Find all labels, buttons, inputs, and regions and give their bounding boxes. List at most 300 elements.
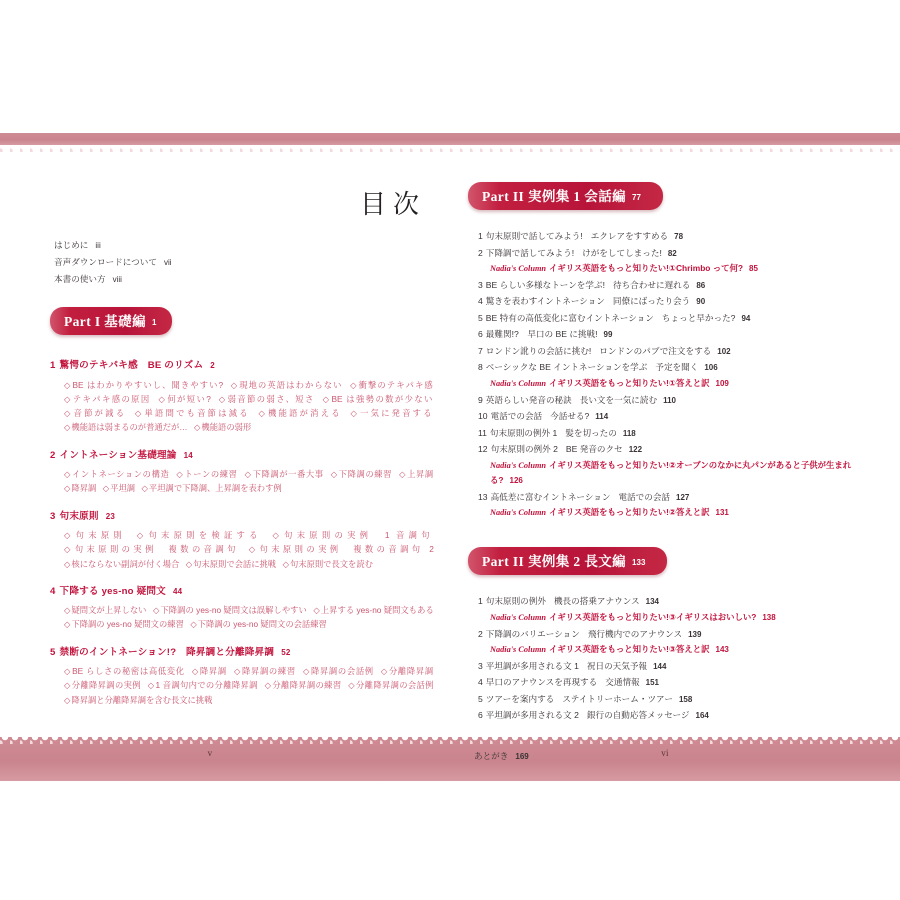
chapter-subitem-label: 句末原則の実例 1 音調句 bbox=[284, 530, 434, 541]
chapter-heading bbox=[50, 510, 438, 524]
chapter-subitem bbox=[258, 408, 341, 418]
chapter-subitem bbox=[64, 483, 96, 493]
column-name: Nadia's Column bbox=[490, 460, 547, 470]
entry-subtitle: 同僚にばったり会う bbox=[612, 296, 691, 307]
diamond-bullet-icon: ◇ bbox=[322, 393, 331, 404]
chapter-subitem-label: 句末原則で長文を読む bbox=[289, 558, 373, 569]
entry-number: 4 bbox=[478, 296, 483, 307]
entry-subtitle: 今話せる? bbox=[550, 411, 590, 422]
chapter-title: イントネーション基礎理論 bbox=[59, 449, 177, 461]
diamond-bullet-icon: ◇ bbox=[244, 469, 252, 480]
chapter-subitem-list bbox=[64, 467, 438, 496]
diamond-bullet-icon: ◇ bbox=[230, 379, 239, 390]
chapter-entry[interactable] bbox=[50, 510, 438, 571]
chapter-subitem bbox=[64, 408, 126, 418]
chapter-subitem bbox=[186, 559, 276, 569]
entry-number: 1 bbox=[478, 231, 483, 241]
entry-page: 134 bbox=[645, 597, 659, 607]
entry-number: 6 bbox=[478, 329, 483, 340]
chapter-subitem-label: 降昇調の練習 bbox=[242, 666, 296, 677]
chapter-subitem bbox=[219, 394, 315, 404]
nadias-column-note[interactable] bbox=[490, 458, 858, 489]
column-page: 138 bbox=[762, 612, 776, 622]
toc-entry[interactable] bbox=[478, 277, 858, 294]
diamond-bullet-icon: ◇ bbox=[380, 666, 388, 677]
chapter-subitem bbox=[399, 469, 434, 479]
entry-title: 下降調のバリエーション bbox=[485, 628, 580, 639]
chapter-subitem bbox=[249, 544, 434, 554]
entry-number: 5 bbox=[478, 312, 483, 323]
column-page: 85 bbox=[749, 264, 758, 273]
chapter-subitem-label: 上昇調 bbox=[407, 469, 434, 480]
front-matter-item[interactable] bbox=[54, 237, 438, 254]
chapter-subitem bbox=[64, 422, 188, 432]
chapter-subitem-label: トーンの練習 bbox=[184, 469, 238, 480]
chapter-page: 23 bbox=[105, 511, 116, 521]
entry-page: 118 bbox=[622, 428, 636, 438]
diamond-bullet-icon: ◇ bbox=[64, 379, 72, 390]
chapter-subitem-label: 降昇調と分離降昇調を含む長文に挑戦 bbox=[71, 694, 213, 705]
entry-title: 英語らしい発音の秘訣 bbox=[485, 394, 572, 405]
front-matter-list bbox=[54, 237, 438, 287]
chapter-subitem bbox=[350, 408, 433, 418]
chapter-subitem-label: 機能語は弱まるのが普通だが… bbox=[71, 422, 188, 433]
nadias-column-note[interactable] bbox=[490, 376, 858, 392]
diamond-bullet-icon: ◇ bbox=[348, 680, 356, 691]
nadias-column-note[interactable] bbox=[490, 261, 858, 277]
entry-title: 句末原則の例外 1 bbox=[489, 427, 558, 438]
entry-subtitle: 長い文を一気に読む bbox=[579, 394, 658, 405]
chapter-entry[interactable] bbox=[50, 585, 438, 632]
chapter-subitem-label: 上昇する yes-no 疑問文もある bbox=[320, 605, 434, 616]
chapter-subitem bbox=[103, 483, 135, 493]
diamond-bullet-icon: ◇ bbox=[134, 408, 144, 419]
diamond-bullet-icon: ◇ bbox=[158, 393, 167, 404]
entry-title: BE らしい多様なトーンを学ぶ! bbox=[485, 279, 605, 290]
chapter-subitem bbox=[323, 394, 434, 404]
chapter-subitem bbox=[135, 408, 250, 418]
entry-title: 平坦調が多用される文 2 bbox=[485, 710, 579, 721]
chapter-subitem-label: 疑問文が上昇しない bbox=[71, 605, 147, 616]
entry-title: ロンドン訛りの会話に挑む! bbox=[485, 345, 592, 356]
chapter-page: 14 bbox=[183, 450, 193, 460]
chapter-subitem bbox=[64, 695, 212, 705]
entry-subtitle: 交通情報 bbox=[605, 677, 640, 688]
chapter-heading bbox=[50, 359, 438, 373]
toc-entry[interactable] bbox=[478, 658, 858, 675]
diamond-bullet-icon: ◇ bbox=[282, 558, 289, 569]
entry-page: 122 bbox=[628, 445, 643, 455]
chapter-number: 4 bbox=[50, 585, 56, 597]
entry-subtitle: 機長の搭乗アナウンス bbox=[553, 596, 640, 607]
chapter-subitem bbox=[272, 530, 433, 540]
entry-page: 164 bbox=[695, 711, 709, 721]
chapter-subitem-list bbox=[64, 528, 438, 571]
diamond-bullet-icon: ◇ bbox=[399, 469, 407, 480]
chapter-subitem bbox=[381, 666, 434, 676]
diamond-bullet-icon: ◇ bbox=[233, 666, 242, 677]
part-banner-label: Part II 実例集 2 長文編 bbox=[482, 554, 627, 570]
front-matter-label: 本書の使い方 bbox=[54, 273, 106, 284]
chapter-subitem bbox=[64, 619, 184, 629]
diamond-bullet-icon: ◇ bbox=[258, 408, 268, 419]
column-name: Nadia's Column bbox=[490, 645, 547, 655]
chapter-title: 禁断のイントネーション!? 降昇調と分離降昇調 bbox=[59, 646, 275, 658]
top-decorative-band bbox=[0, 133, 900, 145]
column-title: イギリス英語をもっと知りたい!①答えと訳 bbox=[549, 377, 710, 388]
chapter-number: 2 bbox=[50, 449, 56, 461]
chapter-subitem-label: 下降調の yes-no 疑問文の練習 bbox=[71, 619, 184, 630]
chapter-subitem bbox=[313, 605, 433, 615]
entry-subtitle: エクレアをすすめる bbox=[590, 231, 669, 241]
chapter-subitem-label: 分離降昇調の練習 bbox=[272, 680, 342, 691]
chapter-subitem-label: 降昇調 bbox=[199, 666, 227, 677]
diamond-bullet-icon: ◇ bbox=[302, 666, 310, 677]
toc-entry[interactable] bbox=[478, 310, 858, 327]
diamond-bullet-icon: ◇ bbox=[194, 422, 201, 433]
chapter-subitem-label: 下降調の yes-no 疑問文の会話練習 bbox=[197, 619, 327, 630]
toc-entry[interactable] bbox=[478, 359, 858, 376]
chapter-title: 驚愕のテキパキ感 BE のリズム bbox=[59, 360, 204, 372]
chapter-heading bbox=[50, 646, 438, 660]
chapter-number: 3 bbox=[50, 510, 56, 522]
entry-number: 3 bbox=[478, 660, 483, 671]
left-column bbox=[48, 162, 438, 707]
diamond-bullet-icon: ◇ bbox=[330, 469, 338, 480]
diamond-bullet-icon: ◇ bbox=[64, 694, 71, 705]
entry-subtitle: 銀行の自動応答メッセージ bbox=[586, 710, 690, 721]
toc-entry[interactable] bbox=[478, 489, 858, 506]
chapter-subitem bbox=[245, 469, 324, 479]
entry-subtitle: 電話での会話 bbox=[618, 491, 671, 502]
chapter-subitem bbox=[331, 469, 392, 479]
chapter-subitem bbox=[64, 666, 185, 676]
chapter-subitem-label: 降昇調の会話例 bbox=[311, 666, 374, 677]
entry-page: 151 bbox=[645, 678, 659, 688]
chapter-subitem bbox=[159, 394, 211, 404]
diamond-bullet-icon: ◇ bbox=[64, 393, 72, 404]
entry-number: 10 bbox=[478, 411, 488, 422]
chapter-number: 5 bbox=[50, 646, 56, 658]
afterword-label: あとがき bbox=[474, 750, 509, 761]
column-name: Nadia's Column bbox=[490, 612, 547, 622]
chapter-subitem bbox=[153, 605, 307, 615]
toc-entry[interactable] bbox=[478, 245, 858, 262]
chapter-subitem-label: 弱音節の弱さ、短さ bbox=[227, 393, 315, 404]
chapter-subitem-label: BE は強勢の数が少ない bbox=[331, 393, 434, 404]
part-banner-page: 133 bbox=[632, 558, 646, 568]
entry-number: 3 bbox=[478, 279, 483, 290]
entry-number: 5 bbox=[478, 693, 483, 704]
part-banner-page: 77 bbox=[632, 193, 641, 202]
chapter-subitem-label: 句末原則の実例 複数の音調句 2 bbox=[259, 544, 434, 555]
toc-entry[interactable] bbox=[478, 593, 858, 610]
entry-page: 94 bbox=[741, 313, 751, 323]
entry-page: 158 bbox=[678, 694, 693, 704]
column-title: イギリス英語をもっと知りたい!③イギリスはおいしい? bbox=[549, 611, 757, 622]
diamond-bullet-icon: ◇ bbox=[64, 483, 71, 494]
part-banner-page: 1 bbox=[152, 318, 157, 328]
entry-subtitle: 飛行機内でのアナウンス bbox=[587, 628, 683, 639]
entry-number: 11 bbox=[478, 427, 487, 438]
entry-subtitle: けがをしてしまった! bbox=[582, 247, 662, 258]
entry-number: 2 bbox=[478, 628, 483, 639]
part-banner-part1[interactable] bbox=[50, 307, 172, 335]
chapter-number: 1 bbox=[50, 360, 56, 372]
toc-entry[interactable] bbox=[478, 626, 858, 643]
chapter-subitem-label: 句末原則 bbox=[75, 530, 127, 541]
chapter-subitem-label: 核にならない副詞が付く場合 bbox=[71, 558, 180, 569]
toc-entry[interactable] bbox=[478, 425, 858, 442]
entry-page: 127 bbox=[676, 492, 690, 502]
column-page: 143 bbox=[715, 645, 729, 655]
entry-title: 下降調で話してみよう! bbox=[485, 247, 575, 258]
toc-entry[interactable] bbox=[478, 228, 858, 245]
diamond-bullet-icon: ◇ bbox=[102, 483, 110, 494]
toc-entry[interactable] bbox=[478, 441, 858, 458]
chapter-subitem bbox=[148, 680, 258, 690]
chapter-subitem-label: 機能語の弱形 bbox=[201, 422, 252, 433]
diamond-bullet-icon: ◇ bbox=[191, 666, 199, 677]
part-banner-part2a[interactable] bbox=[468, 182, 663, 210]
toc-entry[interactable] bbox=[478, 326, 858, 343]
page-number-left: v bbox=[207, 748, 213, 758]
front-matter-item[interactable] bbox=[54, 271, 438, 288]
entry-title: BE 特有の高低変化に富むイントネーション bbox=[485, 312, 654, 323]
chapter-subitem-label: 現地の英語はわからない bbox=[239, 379, 343, 390]
chapter-subitem bbox=[142, 483, 282, 493]
diamond-bullet-icon: ◇ bbox=[141, 483, 148, 494]
column-page: 126 bbox=[509, 476, 523, 486]
part2b-entry-list bbox=[472, 593, 858, 724]
chapter-subitem-label: 下降調の練習 bbox=[338, 469, 393, 480]
toc-entry[interactable] bbox=[478, 707, 858, 724]
chapter-page: 2 bbox=[210, 361, 215, 371]
entry-page: 114 bbox=[595, 412, 609, 422]
chapter-subitem-label: イントネーションの構造 bbox=[71, 469, 170, 480]
front-matter-label: はじめに bbox=[54, 240, 89, 250]
chapter-subitem-label: 分離降昇調の会話例 bbox=[356, 680, 434, 691]
entry-number: 12 bbox=[478, 444, 488, 455]
chapter-subitem bbox=[192, 666, 227, 676]
chapter-subitem bbox=[350, 380, 434, 390]
chapter-subitem-list bbox=[64, 664, 438, 707]
chapter-subitem bbox=[190, 619, 326, 629]
diamond-bullet-icon: ◇ bbox=[350, 408, 360, 419]
page-title: 目次 bbox=[359, 190, 426, 220]
chapter-subitem-label: 1 音調句内での分離降昇調 bbox=[155, 680, 258, 691]
entry-number: 2 bbox=[478, 247, 483, 258]
chapter-page: 44 bbox=[172, 586, 183, 596]
toc-entry[interactable] bbox=[478, 392, 858, 409]
entry-title: 高低差に富むイントネーション bbox=[490, 491, 611, 502]
entry-title: 電話での会話 bbox=[490, 411, 543, 422]
front-matter-page: vii bbox=[163, 257, 172, 267]
chapter-title: 下降する yes-no 疑問文 bbox=[59, 585, 166, 597]
diamond-bullet-icon: ◇ bbox=[64, 422, 71, 433]
diamond-bullet-icon: ◇ bbox=[313, 605, 320, 616]
entry-subtitle: 待ち合わせに遅れる bbox=[612, 279, 691, 290]
chapter-heading bbox=[50, 585, 438, 599]
chapter-subitem bbox=[64, 394, 151, 404]
chapter-subitem bbox=[64, 605, 147, 615]
entry-title: 最難関!? 早口の BE に挑戦! bbox=[485, 329, 598, 340]
top-lace-trim-icon bbox=[0, 145, 900, 152]
entry-page: 82 bbox=[667, 248, 677, 258]
chapter-subitem bbox=[283, 559, 373, 569]
entry-title: 句末原則の例外 2 bbox=[490, 444, 558, 455]
chapter-subitem bbox=[137, 530, 262, 540]
entry-title: 句末原則の例外 bbox=[485, 596, 546, 607]
entry-subtitle: ステイトリーホーム・ツアー bbox=[562, 693, 673, 704]
entry-subtitle: 祝日の天気予報 bbox=[586, 660, 648, 671]
entry-subtitle: ロンドンのパブで注文をする bbox=[599, 345, 712, 356]
chapter-subitem bbox=[194, 422, 251, 432]
nadias-column-note[interactable] bbox=[490, 642, 858, 658]
diamond-bullet-icon: ◇ bbox=[64, 558, 71, 569]
chapter-subitem-label: 分離降昇調の実例 bbox=[71, 680, 141, 691]
chapter-subitem-label: 分離降昇調 bbox=[388, 666, 434, 677]
chapter-subitem-list bbox=[64, 378, 438, 435]
chapter-entry[interactable] bbox=[50, 449, 438, 496]
chapter-page: 52 bbox=[281, 647, 291, 657]
column-title: イギリス英語をもっと知りたい!③答えと訳 bbox=[549, 644, 710, 655]
chapter-subitem-label: 平坦調 bbox=[110, 483, 136, 494]
diamond-bullet-icon: ◇ bbox=[218, 393, 227, 404]
chapter-subitem-label: 機能語が消える bbox=[268, 408, 342, 419]
chapter-subitem bbox=[348, 680, 434, 690]
chapter-subitem bbox=[64, 469, 169, 479]
entry-subtitle: BE 発音のクセ bbox=[565, 444, 623, 455]
chapter-subitem-label: 音節が減る bbox=[73, 408, 127, 419]
entry-subtitle: ちょっと早かった? bbox=[661, 312, 736, 323]
page-number-right: vi bbox=[661, 748, 669, 758]
diamond-bullet-icon: ◇ bbox=[248, 544, 259, 555]
diamond-bullet-icon: ◇ bbox=[64, 666, 72, 677]
entry-title: ツアーを案内する bbox=[485, 693, 555, 704]
part-banner-label: Part II 実例集 1 会話編 bbox=[482, 189, 627, 204]
entry-title: 平坦調が多用される文 1 bbox=[485, 660, 579, 671]
column-title: イギリス英語をもっと知りたい!①Chrimbo って何? bbox=[549, 263, 743, 273]
entry-title: 句末原則で話してみよう! bbox=[485, 231, 583, 241]
diamond-bullet-icon: ◇ bbox=[64, 680, 71, 691]
chapter-subitem-label: 単語間でも音節は減る bbox=[144, 408, 250, 419]
chapter-heading bbox=[50, 449, 438, 463]
column-page: 131 bbox=[715, 508, 729, 518]
chapter-subitem bbox=[265, 680, 342, 690]
column-name: Nadia's Column bbox=[490, 378, 547, 388]
diamond-bullet-icon: ◇ bbox=[147, 680, 155, 691]
toc-entry[interactable] bbox=[478, 293, 858, 310]
entry-title: 驚きを表わすイントネーション bbox=[485, 296, 605, 307]
diamond-bullet-icon: ◇ bbox=[64, 469, 71, 480]
chapter-subitem bbox=[64, 544, 239, 554]
entry-page: 102 bbox=[717, 346, 731, 356]
diamond-bullet-icon: ◇ bbox=[350, 379, 358, 390]
part2a-entry-list bbox=[472, 228, 858, 521]
diamond-bullet-icon: ◇ bbox=[64, 408, 73, 419]
entry-page: 86 bbox=[696, 280, 706, 290]
entry-page: 144 bbox=[653, 661, 667, 671]
chapter-subitem bbox=[231, 380, 343, 390]
chapter-subitem bbox=[64, 559, 179, 569]
diamond-bullet-icon: ◇ bbox=[64, 619, 71, 630]
chapter-subitem-label: 句末原則で会話に挑戦 bbox=[193, 558, 277, 569]
nadias-column-note[interactable] bbox=[490, 610, 858, 626]
front-matter-item[interactable] bbox=[54, 254, 438, 271]
entry-subtitle: 予定を聞く bbox=[655, 362, 699, 373]
toc-entry[interactable] bbox=[478, 691, 858, 708]
chapter-subitem-label: 句末原則を検証する bbox=[148, 530, 262, 541]
chapter-subitem-label: 下降調が一番大事 bbox=[252, 469, 324, 480]
entry-title: 早口のアナウンスを再現する bbox=[485, 677, 598, 688]
chapter-subitem-label: 平坦調で下降調、上昇調を表わす例 bbox=[148, 483, 282, 494]
chapter-subitem-label: 一気に発音する bbox=[360, 408, 434, 419]
entry-number: 8 bbox=[478, 362, 483, 373]
toc-entry[interactable] bbox=[478, 343, 858, 360]
column-name: Nadia's Column bbox=[490, 264, 547, 273]
chapter-subitem-label: BE はわかりやすいし、聞きやすい? bbox=[72, 379, 224, 390]
entry-number: 4 bbox=[478, 677, 483, 688]
nadias-column-note[interactable] bbox=[490, 505, 858, 521]
entry-title: ベーシックな BE イントネーションを学ぶ bbox=[485, 362, 648, 373]
toc-entry[interactable] bbox=[478, 408, 858, 425]
diamond-bullet-icon: ◇ bbox=[153, 605, 160, 616]
diamond-bullet-icon: ◇ bbox=[190, 619, 197, 630]
entry-page: 110 bbox=[663, 395, 676, 405]
diamond-bullet-icon: ◇ bbox=[136, 530, 148, 541]
diamond-bullet-icon: ◇ bbox=[176, 469, 184, 480]
diamond-bullet-icon: ◇ bbox=[64, 530, 75, 541]
right-column bbox=[466, 162, 858, 762]
toc-entry[interactable] bbox=[478, 674, 858, 691]
column-name: Nadia's Column bbox=[490, 508, 547, 518]
chapter-title: 句末原則 bbox=[59, 510, 99, 522]
chapter-subitem bbox=[303, 666, 374, 676]
part-banner-label: Part I 基礎編 bbox=[64, 314, 146, 330]
chapter-subitem bbox=[234, 666, 296, 676]
entry-number: 1 bbox=[478, 596, 483, 607]
chapter-subitem-label: 句末原則の実例 複数の音調句 bbox=[74, 544, 239, 555]
entry-page: 139 bbox=[688, 629, 702, 639]
entry-subtitle: 髪を切ったの bbox=[565, 427, 617, 438]
front-matter-page: iii bbox=[95, 241, 101, 250]
chapter-subitem-label: 何が短い? bbox=[167, 393, 211, 404]
column-page: 109 bbox=[715, 378, 729, 388]
afterword-page: 169 bbox=[515, 751, 529, 761]
chapter-entry[interactable] bbox=[50, 359, 438, 434]
column-title: イギリス英語をもっと知りたい!②オーブンのなかに丸パンがあると子供が生まれる? bbox=[490, 459, 852, 486]
entry-page: 106 bbox=[704, 363, 718, 373]
chapter-subitem-label: テキパキ感の原因 bbox=[72, 393, 151, 404]
diamond-bullet-icon: ◇ bbox=[264, 680, 272, 691]
diamond-bullet-icon: ◇ bbox=[64, 544, 74, 555]
chapter-subitem-list bbox=[64, 603, 438, 632]
chapter-subitem-label: 下降調の yes-no 疑問文は誤解しやすい bbox=[160, 605, 307, 616]
diamond-bullet-icon: ◇ bbox=[64, 605, 71, 616]
chapter-subitem bbox=[64, 380, 223, 390]
entry-page: 90 bbox=[696, 297, 706, 307]
afterword-entry[interactable] bbox=[474, 750, 858, 762]
chapter-subitem-label: 降昇調 bbox=[71, 483, 97, 494]
chapter-subitem bbox=[64, 680, 141, 690]
diamond-bullet-icon: ◇ bbox=[272, 530, 284, 541]
entry-page: 99 bbox=[603, 330, 613, 340]
entry-page: 78 bbox=[674, 232, 684, 241]
chapter-entry[interactable] bbox=[50, 646, 438, 707]
entry-number: 7 bbox=[478, 345, 483, 356]
part-banner-part2b[interactable] bbox=[468, 547, 667, 575]
